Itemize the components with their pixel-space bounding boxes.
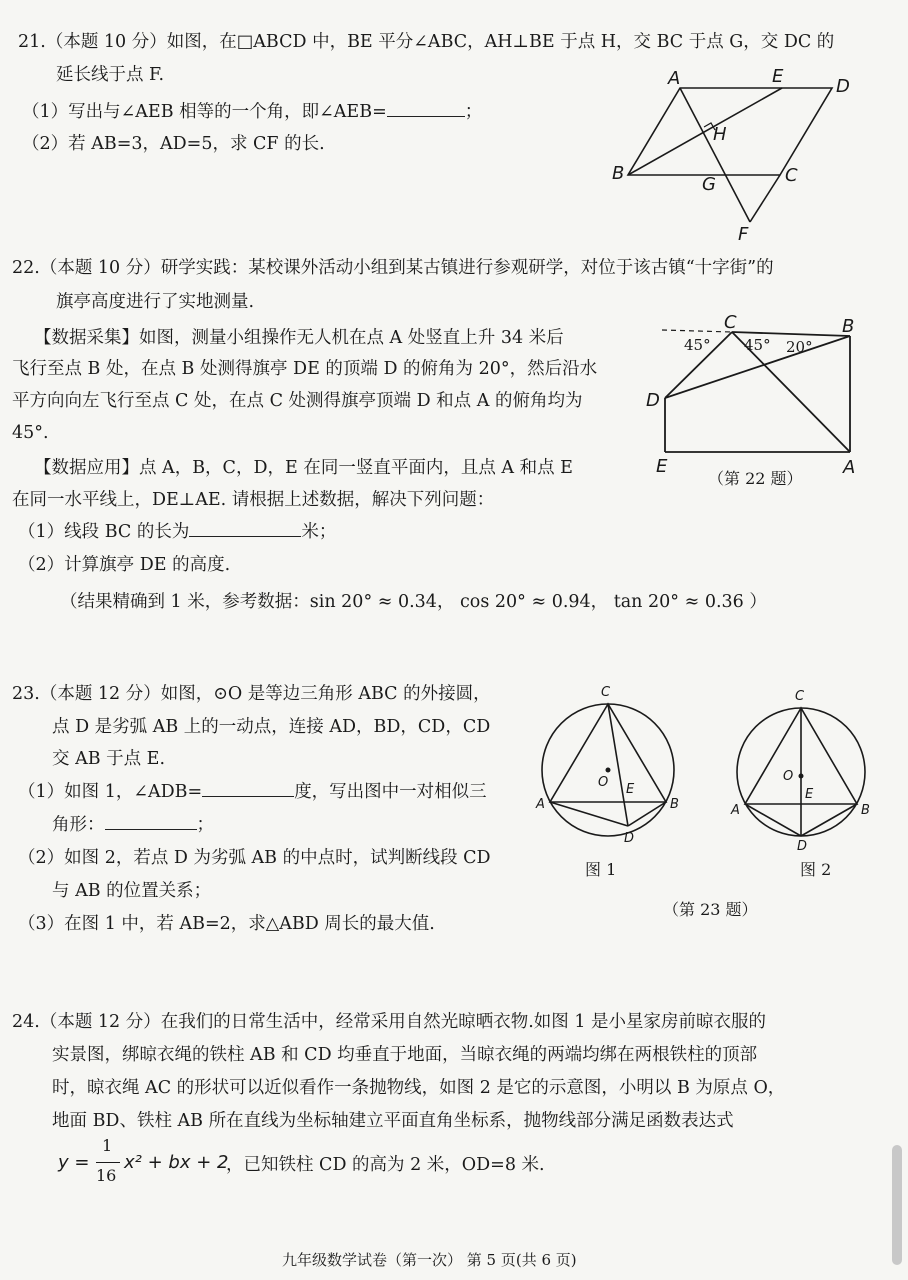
q22-data-application-1: 【数据应用】点 A，B，C，D，E 在同一竖直平面内，且点 A 和点 E: [34, 458, 573, 478]
parallelogram-abcd: [628, 88, 832, 175]
segment-ad: [745, 804, 801, 836]
label-a: A: [668, 68, 681, 89]
page-footer: 九年级数学试卷（第一次） 第 5 页(共 6 页): [282, 1251, 577, 1269]
q21-answer-blank: [387, 116, 465, 117]
label-e: E: [772, 66, 784, 87]
label-d: D: [836, 76, 850, 97]
label-d: D: [797, 839, 808, 850]
q23-part2-line2: 与 AB 的位置关系；: [52, 881, 212, 901]
label-e: E: [626, 782, 635, 797]
q21-part1: [22, 100, 482, 124]
angle-20: 20°: [786, 338, 813, 356]
q24-line1: 24.（本题 12 分）在我们的日常生活中，经常采用自然光晾晒衣物.如图 1 是小星家房前晾衣服的: [12, 1012, 767, 1032]
q22-caption: （第 22 题）: [708, 469, 803, 488]
q21-figure: [600, 60, 870, 245]
q23-angle-blank: [202, 796, 294, 797]
label-o: O: [783, 769, 794, 784]
q21-part1-end: ；: [464, 102, 483, 122]
label-d: D: [624, 831, 635, 846]
q22-figure: [640, 310, 880, 485]
q23-part2: （2）如图 2，若点 D 为劣弧 AB 的中点时，试判断线段 CD: [18, 848, 491, 868]
q23-part1-text: （1）如图 1，∠ADB=: [18, 782, 203, 802]
q23-similar-blank: [105, 829, 197, 830]
scrollbar-thumb[interactable]: [892, 1145, 902, 1265]
eq-y: y =: [58, 1152, 90, 1173]
label-d: D: [646, 390, 660, 411]
q23-figure-1: [530, 680, 690, 850]
q21-part2: （2）若 AB=3，AD=5，求 CF 的长.: [22, 134, 325, 154]
q24-line5: ，已知铁柱 CD 的高为 2 米，OD=8 米.: [226, 1155, 545, 1175]
q23-part3: （3）在图 1 中，若 AB=2，求△ABD 周长的最大值.: [18, 914, 435, 934]
q23-line1: 23.（本题 12 分）如图，⊙O 是等边三角形 ABC 的外接圆，: [12, 684, 491, 704]
segment-be: [628, 88, 782, 175]
label-a: A: [536, 797, 545, 812]
q23-part1: [18, 780, 487, 804]
q21-part1-text: （1）写出与∠AEB 相等的一个角，即∠AEB=: [22, 102, 387, 122]
q24-line4: 地面 BD、铁柱 AB 所在直线为坐标轴建立平面直角坐标系，抛物线部分满足函数表达式: [52, 1111, 734, 1131]
q22-line2: 旗亭高度进行了实地测量.: [56, 292, 255, 312]
q21-line1: 21.（本题 10 分）如图，在□ABCD 中，BE 平分∠ABC，AH⊥BE 于点 H，交 BC 于点 G，交 DC 的: [18, 32, 835, 52]
label-b: B: [861, 803, 870, 818]
q23-line3: 交 AB 于点 E.: [52, 749, 166, 769]
q22-part1: [18, 520, 336, 544]
q23-line2: 点 D 是劣弧 AB 上的一动点，连接 AD，BD，CD，CD: [52, 717, 491, 737]
label-c: C: [601, 685, 611, 700]
label-a: A: [731, 803, 740, 818]
label-h: H: [713, 124, 727, 145]
label-c: C: [785, 165, 798, 186]
segment-bd: [801, 804, 857, 836]
segment-ad: [550, 802, 628, 826]
q22-data-collection-2: 飞行至点 B 处，在点 B 处测得旗亭 DE 的顶端 D 的俯角为 20°，然后沿水: [12, 359, 598, 379]
center-point-o: [799, 774, 804, 779]
q22-part1-text: （1）线段 BC 的长为: [18, 522, 190, 542]
q22-answer-blank: [189, 536, 301, 537]
fig2-caption: 图 2: [800, 860, 832, 879]
label-a: A: [843, 457, 856, 478]
q22-data-collection-3: 平方向向左飞行至点 C 处，在点 C 处测得旗亭顶端 D 和点 A 的俯角均为: [12, 391, 583, 411]
q22-data-application-2: 在同一水平线上，DE⊥AE. 请根据上述数据，解决下列问题：: [12, 490, 495, 510]
eq-denominator: 16: [96, 1166, 117, 1185]
fig1-caption: 图 1: [585, 860, 617, 879]
eq-fraction-bar: [96, 1162, 120, 1163]
q23-figure-2: [725, 680, 885, 850]
label-b: B: [670, 797, 679, 812]
q23-part1-line2: [52, 813, 214, 837]
q23-part1-cont: 度，写出图中一对相似三: [294, 782, 487, 802]
q23-part1-similar: 角形：: [52, 815, 105, 835]
center-point-o: [606, 768, 611, 773]
label-g: G: [702, 174, 716, 195]
label-f: F: [738, 224, 749, 245]
angle-45-left: 45°: [684, 336, 711, 354]
q22-line1: 22.（本题 10 分）研学实践：某校课外活动小组到某古镇进行参观研学，对位于该古镇“十字街”的: [12, 258, 774, 278]
eq-rest: x² + bx + 2: [124, 1152, 229, 1173]
q24-line2: 实景图，绑晾衣绳的铁柱 AB 和 CD 均垂直于地面，当晾衣绳的两端均绑在两根铁柱的顶部: [52, 1045, 758, 1065]
label-c: C: [795, 689, 805, 704]
segment-cf: [750, 175, 780, 222]
label-b: B: [612, 163, 625, 184]
segment-af: [680, 88, 750, 222]
q23-part1-end: ；: [196, 815, 214, 835]
horizontal-dashed-line: [662, 330, 732, 332]
eq-numerator: 1: [102, 1136, 113, 1155]
q22-data-collection-4: 45°.: [12, 423, 49, 443]
label-e: E: [805, 787, 814, 802]
q22-note: （结果精确到 1 米，参考数据：sin 20° ≈ 0.34， cos 20° ≈ 0.94， tan 20° ≈ 0.36 ）: [60, 592, 767, 612]
q24-line3: 时，晾衣绳 AC 的形状可以近似看作一条抛物线，如图 2 是它的示意图，小明以 B 为原点 O，: [52, 1078, 786, 1098]
q22-part1-end: 米；: [301, 522, 337, 542]
q23-caption: （第 23 题）: [663, 900, 758, 919]
q22-part2: （2）计算旗亭 DE 的高度.: [18, 555, 231, 575]
label-o: O: [598, 775, 609, 790]
label-c: C: [724, 312, 737, 333]
angle-45-right: 45°: [744, 336, 771, 354]
q21-line2: 延长线于点 F.: [56, 65, 165, 85]
q22-data-collection-1: 【数据采集】如图，测量小组操作无人机在点 A 处竖直上升 34 米后: [34, 328, 564, 348]
label-e: E: [656, 456, 668, 477]
label-b: B: [842, 316, 855, 337]
